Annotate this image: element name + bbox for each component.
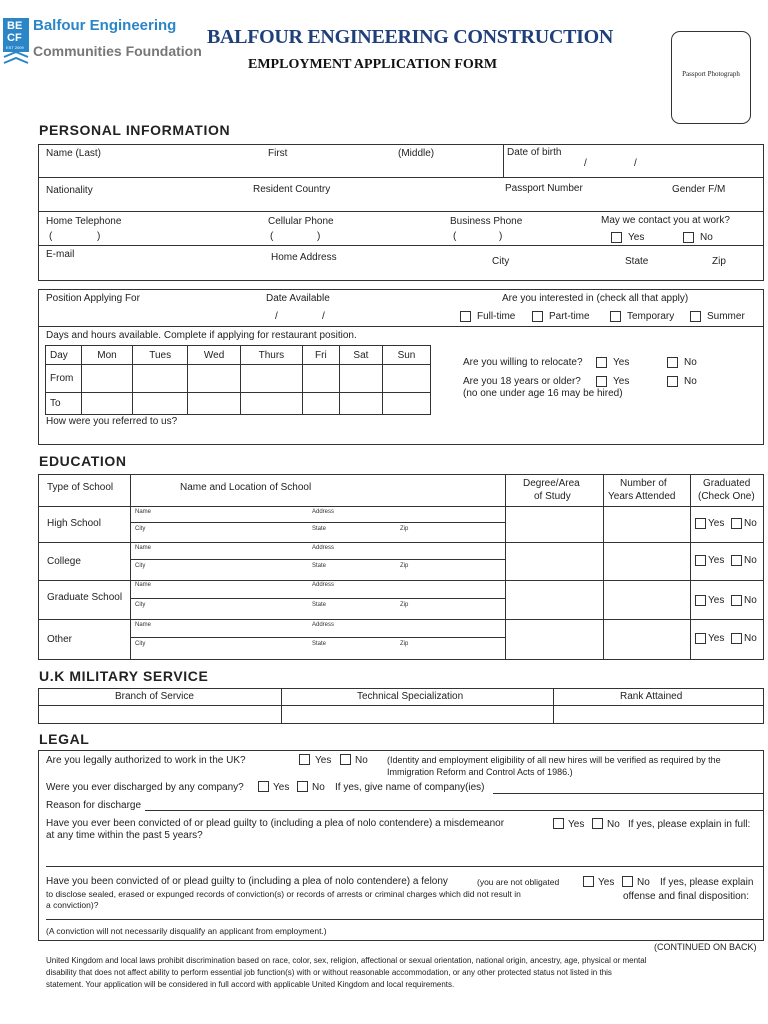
relocate-yes-checkbox[interactable] [596, 357, 607, 368]
misdemeanor-question-1: Have you ever been convicted of or plead guilty to (including a plea of nolo contendere) a misdemeanor [46, 818, 505, 829]
continued-on-back: (CONTINUED ON BACK) [654, 942, 757, 952]
availability-header: Sat [339, 346, 382, 365]
section-personal-heading: PERSONAL INFORMATION [39, 122, 231, 138]
footer-eeo-2: disability that does not affect ability to perform essential job function(s) with or without reasonable accommodation, or any other protected status not listed in this [46, 968, 612, 977]
identity-note-2: Immigration Reform and Control Acts of 1986.) [387, 767, 573, 777]
misdemeanor-no-checkbox[interactable] [592, 818, 603, 829]
label-zip: Zip [712, 256, 726, 267]
edu-sub-zip: Zip [400, 526, 409, 532]
military-tech-input[interactable] [283, 707, 551, 722]
summer-label: Summer [707, 311, 745, 322]
contact-work-yes-checkbox[interactable] [611, 232, 622, 243]
age18-no-label: No [684, 376, 697, 387]
edu-sub-zip: Zip [400, 602, 409, 608]
section-military-heading: U.K MILITARY SERVICE [39, 668, 209, 684]
label-authorized: Are you legally authorized to work in the UK? [46, 755, 246, 766]
availability-cell[interactable] [339, 393, 382, 415]
age-note: (no one under age 16 may be hired) [463, 388, 623, 399]
edu-row-high-school: High School [47, 518, 101, 529]
label-gender: Gender F/M [672, 184, 726, 195]
label-city: City [492, 256, 510, 267]
misdemeanor-explain-line[interactable] [46, 866, 763, 867]
edu-sub-city: City [135, 563, 146, 569]
logo-est: EST 2009 [6, 45, 24, 50]
logo-mark [3, 18, 29, 66]
military-col-tech: Technical Specialization [357, 691, 464, 702]
availability-row-label: From [46, 365, 82, 393]
felony-question-2: to disclose sealed, erased or expunged records of conviction(s) or records of arrests or criminal charges which did not result in [46, 889, 521, 899]
edu-sub-address: Address [312, 509, 335, 515]
availability-header: Mon [82, 346, 133, 365]
edu-row-other: Other [47, 634, 73, 645]
label-email: E-mail [46, 249, 75, 260]
age18-no-checkbox[interactable] [667, 376, 678, 387]
personal-info-box [38, 144, 764, 281]
parttime-label: Part-time [549, 311, 590, 322]
relocate-no-label: No [684, 357, 697, 368]
home-tel-paren-close: ) [97, 231, 101, 242]
edu-sub-name: Name [135, 582, 152, 588]
section-education-heading: EDUCATION [39, 453, 127, 469]
misdemeanor-yes-label: Yes [568, 819, 585, 830]
availability-cell[interactable] [188, 393, 241, 415]
label-middle: (Middle) [398, 148, 435, 159]
org-name-line2: Communities Foundation [33, 43, 202, 59]
label-state: State [625, 256, 649, 267]
label-name-last: Name (Last) [46, 148, 102, 159]
discharged-no-label: No [312, 782, 325, 793]
availability-header: Day [46, 346, 82, 365]
felony-explain-line[interactable] [46, 919, 763, 920]
availability-cell[interactable] [382, 365, 430, 393]
cell-paren-close: ) [317, 231, 321, 242]
college-grad-no-checkbox[interactable] [731, 555, 742, 566]
reason-discharge-line[interactable] [145, 810, 763, 811]
conviction-note: (A conviction will not necessarily disqualify an applicant from employment.) [46, 926, 327, 936]
authorized-yes-checkbox[interactable] [299, 754, 310, 765]
edu-row-college: College [47, 556, 81, 567]
edu-col-years-1: Number of [620, 478, 667, 489]
edu-col-type: Type of School [47, 482, 114, 493]
edu-sub-address: Address [312, 582, 335, 588]
felony-yes-label: Yes [598, 877, 615, 888]
label-cellular-phone: Cellular Phone [268, 216, 334, 227]
passport-photo-label: Passport Photograph [682, 70, 740, 78]
availability-row-label: To [46, 393, 82, 415]
label-home-address: Home Address [271, 252, 337, 263]
edu-col-years-2: Years Attended [608, 491, 676, 502]
edu-sub-city: City [135, 526, 146, 532]
summer-checkbox[interactable] [690, 311, 701, 322]
hs-grad-no-checkbox[interactable] [731, 518, 742, 529]
discharged-yes-label: Yes [273, 782, 290, 793]
fulltime-checkbox[interactable] [460, 311, 471, 322]
cell-paren-open: ( [270, 231, 274, 242]
college-grad-yes-label: Yes [708, 555, 725, 566]
felony-explain-1: If yes, please explain [660, 877, 754, 888]
edu-sub-name: Name [135, 545, 152, 551]
edu-sub-address: Address [312, 622, 335, 628]
label-contact-work: May we contact you at work? [601, 215, 730, 226]
edu-sub-name: Name [135, 622, 152, 628]
military-branch-input[interactable] [40, 707, 279, 722]
misdemeanor-question-2: at any time within the past 5 years? [46, 830, 203, 841]
logo-text-bottom: CF [7, 32, 22, 44]
label-dob: Date of birth [507, 147, 562, 158]
edu-sub-zip: Zip [400, 563, 409, 569]
section-legal-heading: LEGAL [39, 731, 90, 747]
label-first: First [268, 148, 288, 159]
edu-sub-name: Name [135, 509, 152, 515]
felony-question-1a: Have you been convicted of or plead guilty to (including a plea of nolo contendere) a felony [46, 876, 448, 887]
edu-sub-address: Address [312, 545, 335, 551]
misdemeanor-no-label: No [607, 819, 620, 830]
business-paren-open: ( [453, 231, 457, 242]
org-name-line1: Balfour Engineering [33, 17, 177, 34]
edu-col-degree-1: Degree/Area [523, 478, 580, 489]
availability-cell[interactable] [382, 393, 430, 415]
felony-explain-2: offense and final disposition: [623, 891, 750, 902]
military-rank-input[interactable] [555, 707, 762, 722]
edu-sub-city: City [135, 641, 146, 647]
availability-header: Sun [382, 346, 430, 365]
label-age18: Are you 18 years or older? [463, 376, 581, 387]
other-grad-no-checkbox[interactable] [731, 633, 742, 644]
felony-question-1b: (you are not obligated [477, 877, 560, 887]
edu-sub-state: State [312, 563, 327, 569]
hs-grad-yes-checkbox[interactable] [695, 518, 706, 529]
discharged-yes-checkbox[interactable] [258, 781, 269, 792]
felony-no-label: No [637, 877, 650, 888]
availability-header: Thurs [240, 346, 302, 365]
grad-grad-yes-checkbox[interactable] [695, 595, 706, 606]
label-reason-discharge: Reason for discharge [46, 800, 142, 811]
availability-cell[interactable] [339, 365, 382, 393]
other-grad-no-label: No [744, 633, 757, 644]
label-resident-country: Resident Country [253, 184, 331, 195]
hs-grad-no-label: No [744, 518, 757, 529]
availability-cell[interactable] [302, 365, 339, 393]
label-date-available: Date Available [266, 293, 330, 304]
footer-eeo-1: United Kingdom and local laws prohibit discrimination based on race, color, sex, religion, affectional or sexual orientation, national origin, ancestry, age, physical or mental [46, 956, 647, 965]
hs-grad-yes-label: Yes [708, 518, 725, 529]
edu-sub-state: State [312, 602, 327, 608]
authorized-no-checkbox[interactable] [340, 754, 351, 765]
date-available-slash-1: / [275, 311, 278, 322]
edu-col-degree-2: of Study [534, 491, 571, 502]
availability-cell[interactable] [82, 365, 133, 393]
date-available-slash-2: / [322, 311, 325, 322]
availability-cell[interactable] [302, 393, 339, 415]
label-home-telephone: Home Telephone [46, 216, 122, 227]
availability-header: Wed [188, 346, 241, 365]
edu-sub-state: State [312, 526, 327, 532]
other-grad-yes-checkbox[interactable] [695, 633, 706, 644]
label-interested: Are you interested in (check all that apply) [502, 293, 689, 304]
discharged-no-checkbox[interactable] [297, 781, 308, 792]
age18-yes-checkbox[interactable] [596, 376, 607, 387]
military-col-branch: Branch of Service [115, 691, 194, 702]
dob-slash-1: / [584, 158, 587, 169]
label-business-phone: Business Phone [450, 216, 523, 227]
form-title: EMPLOYMENT APPLICATION FORM [248, 57, 498, 72]
identity-note-1: (Identity and employment eligibility of all new hires will be verified as required by the [387, 755, 721, 765]
label-referred: How were you referred to us? [46, 416, 178, 427]
authorized-no-label: No [355, 755, 368, 766]
discharged-company-line[interactable] [493, 793, 763, 794]
grad-grad-yes-label: Yes [708, 595, 725, 606]
availability-cell[interactable] [132, 393, 187, 415]
availability-cell[interactable] [240, 365, 302, 393]
label-discharged: Were you ever discharged by any company? [46, 782, 244, 793]
business-paren-close: ) [499, 231, 503, 242]
legal-box [38, 750, 764, 941]
dob-slash-2: / [634, 158, 637, 169]
edu-col-grad-2: (Check One) [698, 491, 755, 502]
availability-cell[interactable] [82, 393, 133, 415]
availability-cell[interactable] [188, 365, 241, 393]
misdemeanor-explain: If yes, please explain in full: [628, 819, 751, 830]
military-col-rank: Rank Attained [620, 691, 683, 702]
edu-row-graduate-school: Graduate School [47, 592, 123, 603]
availability-header: Tues [132, 346, 187, 365]
authorized-yes-label: Yes [315, 755, 332, 766]
label-relocate: Are you willing to relocate? [463, 357, 583, 368]
fulltime-label: Full-time [477, 311, 516, 322]
logo-text-top: BE [7, 20, 23, 32]
company-title: BALFOUR ENGINEERING CONSTRUCTION [207, 26, 614, 48]
availability-header: Fri [302, 346, 339, 365]
home-tel-paren-open: ( [49, 231, 53, 242]
footer-eeo-3: statement. Your application will be considered in full accord with applicable United Kingdom and local requirements. [46, 980, 455, 989]
label-days-hours: Days and hours available. Complete if applying for restaurant position. [46, 330, 357, 341]
edu-col-name: Name and Location of School [180, 482, 312, 493]
relocate-no-checkbox[interactable] [667, 357, 678, 368]
parttime-checkbox[interactable] [532, 311, 543, 322]
felony-question-3: a conviction)? [46, 900, 99, 910]
label-position-applying: Position Applying For [46, 293, 140, 304]
other-grad-yes-label: Yes [708, 633, 725, 644]
age18-yes-label: Yes [613, 376, 630, 387]
passport-photo-box[interactable] [671, 31, 751, 124]
availability-cell[interactable] [240, 393, 302, 415]
temporary-label: Temporary [627, 311, 675, 322]
contact-work-no-label: No [700, 232, 713, 243]
edu-col-grad-1: Graduated [703, 478, 751, 489]
college-grad-no-label: No [744, 555, 757, 566]
temporary-checkbox[interactable] [610, 311, 621, 322]
availability-cell[interactable] [132, 365, 187, 393]
edu-sub-zip: Zip [400, 641, 409, 647]
grad-grad-no-checkbox[interactable] [731, 595, 742, 606]
contact-work-yes-label: Yes [628, 232, 645, 243]
discharged-if-yes: If yes, give name of company(ies) [335, 782, 485, 793]
availability-table [45, 345, 431, 415]
felony-no-checkbox[interactable] [622, 876, 633, 887]
relocate-yes-label: Yes [613, 357, 630, 368]
contact-work-no-checkbox[interactable] [683, 232, 694, 243]
misdemeanor-yes-checkbox[interactable] [553, 818, 564, 829]
label-nationality: Nationality [46, 185, 93, 196]
edu-sub-state: State [312, 641, 327, 647]
edu-sub-city: City [135, 602, 146, 608]
college-grad-yes-checkbox[interactable] [695, 555, 706, 566]
grad-grad-no-label: No [744, 595, 757, 606]
felony-yes-checkbox[interactable] [583, 876, 594, 887]
logo-chevron-icon [3, 52, 29, 66]
label-passport-number: Passport Number [505, 183, 583, 194]
